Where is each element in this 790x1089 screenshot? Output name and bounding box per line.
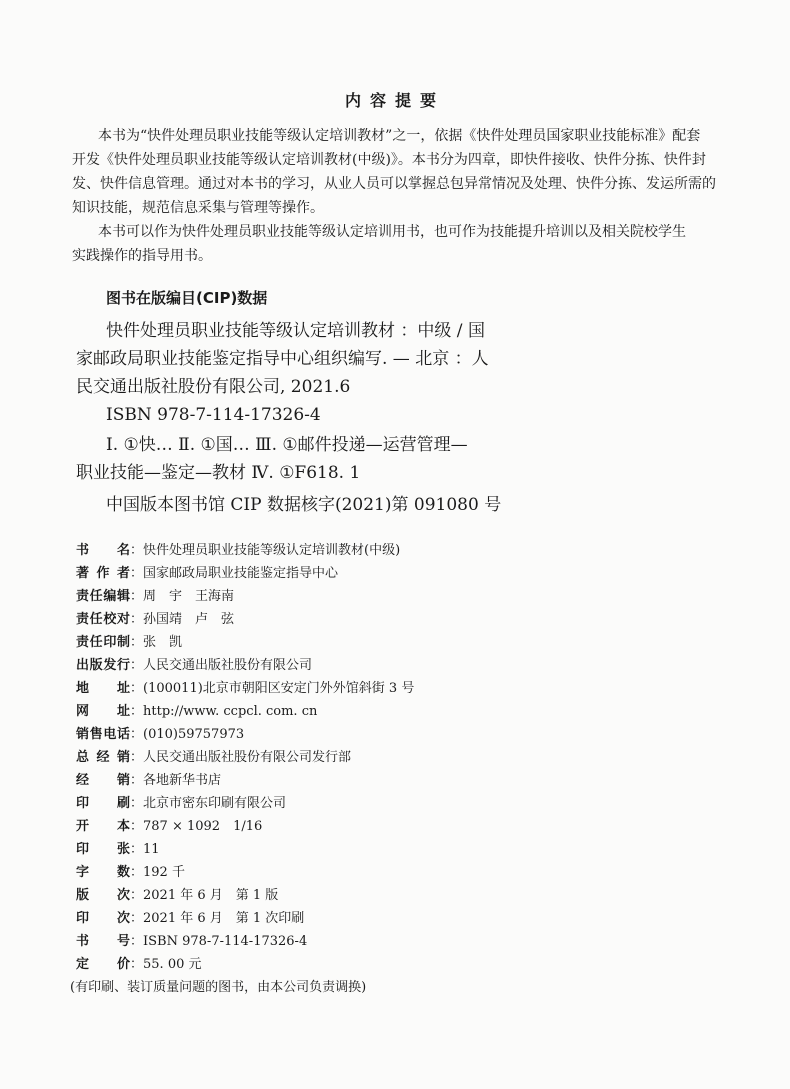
imprint-label: 字数 <box>76 865 130 880</box>
summary-line: 发、快件信息管理。通过对本书的学习，从业人员可以掌握总包异常情况及处理、快件分拣、发运所需的 <box>72 176 716 192</box>
imprint-row: 网址：http://www. ccpcl. com. cn <box>76 702 317 722</box>
imprint-value: 快件处理员职业技能等级认定培训教材(中级) <box>143 543 401 558</box>
imprint-label: 著作者 <box>76 566 130 581</box>
imprint-row: 责任编辑：周 宇 王海南 <box>76 587 234 607</box>
imprint-label: 责任校对 <box>76 612 130 627</box>
imprint-row: 责任印制：张 凯 <box>76 633 182 653</box>
imprint-row: 出版发行：人民交通出版社股份有限公司 <box>76 656 312 676</box>
imprint-label: 责任印制 <box>76 635 130 650</box>
imprint-value: 各地新华书店 <box>143 773 222 788</box>
imprint-label: 地址 <box>76 681 130 696</box>
imprint-label: 开本 <box>76 819 130 834</box>
imprint-row: 印次：2021 年 6 月 第 1 次印刷 <box>76 909 304 929</box>
imprint-row: 开本：787 × 1092 1/16 <box>76 817 262 837</box>
footnote: (有印刷、装订质量问题的图书，由本公司负责调换) <box>70 980 367 995</box>
imprint-label: 定价 <box>76 957 130 972</box>
cip-line: 民交通出版社股份有限公司, 2021.6 <box>76 377 351 397</box>
imprint-value: 张 凯 <box>143 635 183 650</box>
imprint-value: ISBN 978-7-114-17326-4 <box>143 934 308 949</box>
imprint-label: 印次 <box>76 911 130 926</box>
imprint-value: (010)59757973 <box>143 727 245 742</box>
imprint-value: 787 × 1092 1/16 <box>143 819 263 834</box>
cip-line: Ⅰ. ①快… Ⅱ. ①国… Ⅲ. ①邮件投递—运营管理— <box>106 435 468 455</box>
cip-line: 家邮政局职业技能鉴定指导中心组织编写. — 北京 ：人 <box>76 349 489 369</box>
imprint-value: 周 宇 王海南 <box>143 589 235 604</box>
imprint-value: 2021 年 6 月 第 1 次印刷 <box>143 911 305 926</box>
imprint-row: 总经销：人民交通出版社股份有限公司发行部 <box>76 748 351 768</box>
imprint-label: 责任编辑 <box>76 589 130 604</box>
imprint-row: 定价：55. 00 元 <box>76 955 202 975</box>
imprint-label: 总经销 <box>76 750 130 765</box>
cip-heading: 图书在版编目(CIP)数据 <box>106 289 268 307</box>
imprint-row: 字数：192 千 <box>76 863 185 883</box>
imprint-value: 55. 00 元 <box>143 957 202 972</box>
imprint-label: 销售电话 <box>76 727 130 742</box>
summary-line: 本书可以作为快件处理员职业技能等级认定培训用书，也可作为技能提升培训以及相关院校学生 <box>98 224 686 240</box>
summary-line: 实践操作的指导用书。 <box>72 248 212 264</box>
imprint-row: 印刷：北京市密东印刷有限公司 <box>76 794 286 814</box>
imprint-label: 出版发行 <box>76 658 130 673</box>
imprint-label: 印张 <box>76 842 130 857</box>
imprint-value: 国家邮政局职业技能鉴定指导中心 <box>143 566 339 581</box>
imprint-value: 北京市密东印刷有限公司 <box>143 796 287 811</box>
imprint-label: 印刷 <box>76 796 130 811</box>
imprint-row: 责任校对：孙国靖 卢 弦 <box>76 610 234 630</box>
imprint-label: 版次 <box>76 888 130 903</box>
imprint-value: 2021 年 6 月 第 1 版 <box>143 888 279 903</box>
cip-isbn: ISBN 978-7-114-17326-4 <box>106 405 321 425</box>
imprint-value: 孙国靖 卢 弦 <box>143 612 235 627</box>
imprint-row: 版次：2021 年 6 月 第 1 版 <box>76 886 278 906</box>
imprint-value: 人民交通出版社股份有限公司 <box>143 658 313 673</box>
imprint-label: 网址 <box>76 704 130 719</box>
imprint-value: (100011)北京市朝阳区安定门外外馆斜街 3 号 <box>143 681 415 696</box>
imprint-value: http://www. ccpcl. com. cn <box>143 704 318 719</box>
imprint-value: 192 千 <box>143 865 185 880</box>
summary-line: 开发《快件处理员职业技能等级认定培训教材(中级)》。本书分为四章，即快件接收、快件分拣、快件封 <box>72 152 706 168</box>
imprint-row: 销售电话：(010)59757973 <box>76 725 244 745</box>
cip-line: 快件处理员职业技能等级认定培训教材 ：中级 / 国 <box>106 321 485 341</box>
cip-record: 中国版本图书馆 CIP 数据核字(2021)第 091080 号 <box>106 495 502 515</box>
imprint-row: 印张：11 <box>76 840 160 860</box>
imprint-value: 人民交通出版社股份有限公司发行部 <box>143 750 352 765</box>
imprint-row: 著作者：国家邮政局职业技能鉴定指导中心 <box>76 564 338 584</box>
summary-title: 内容提要 <box>344 91 445 110</box>
imprint-label: 书号 <box>76 934 130 949</box>
summary-line: 知识技能，规范信息采集与管理等操作。 <box>72 200 324 216</box>
summary-line: 本书为“快件处理员职业技能等级认定培训教材”之一，依据《快件处理员国家职业技能标准》配套 <box>98 128 701 144</box>
imprint-value: 11 <box>143 842 160 857</box>
cip-line: 职业技能—鉴定—教材 Ⅳ. ①F618. 1 <box>76 463 361 483</box>
imprint-label: 书名 <box>76 543 130 558</box>
imprint-row: 书号：ISBN 978-7-114-17326-4 <box>76 932 307 952</box>
imprint-row: 书名：快件处理员职业技能等级认定培训教材(中级) <box>76 541 400 561</box>
imprint-row: 地址：(100011)北京市朝阳区安定门外外馆斜街 3 号 <box>76 679 414 699</box>
imprint-row: 经销：各地新华书店 <box>76 771 221 791</box>
imprint-label: 经销 <box>76 773 130 788</box>
